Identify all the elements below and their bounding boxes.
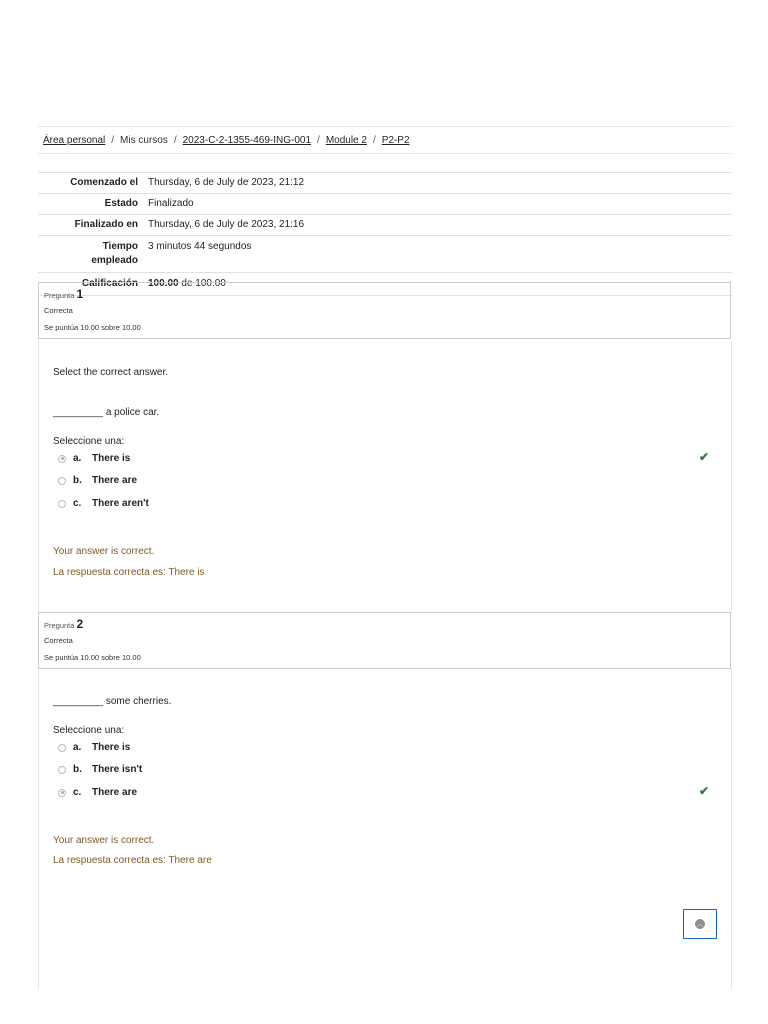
question-info-1 <box>38 282 731 339</box>
answer-option-b[interactable] <box>58 764 142 775</box>
feedback-text: Your answer is correct. <box>53 835 155 846</box>
summary-value: Finalizado <box>148 198 194 209</box>
question-state: Correcta <box>44 636 73 645</box>
answer-option-c[interactable] <box>58 787 137 798</box>
summary-label <box>38 236 148 273</box>
radio-button-checked[interactable] <box>58 455 66 463</box>
question-prefix: Pregunta <box>44 291 75 300</box>
summary-label: Comenzado el <box>70 177 138 188</box>
radio-button[interactable] <box>58 500 66 508</box>
option-text: There are <box>92 787 138 798</box>
option-text: There are <box>92 475 138 486</box>
select-label: Seleccione una: <box>53 725 125 736</box>
question-instruction: Select the correct answer. <box>53 367 169 378</box>
option-letter: c. <box>73 787 82 798</box>
option-text: There is <box>92 453 131 464</box>
breadcrumb-module[interactable]: Module 2 <box>325 134 367 146</box>
breadcrumb-separator: / <box>317 134 320 146</box>
select-label: Seleccione una: <box>53 436 125 447</box>
option-letter: a. <box>73 453 82 464</box>
question-prompt: _________ a police car. <box>53 407 160 418</box>
summary-row-state <box>38 194 732 215</box>
question-prompt: _________ some cherries. <box>53 696 172 707</box>
option-text: There is <box>92 742 131 753</box>
question-grade: Se puntúa 10.00 sobre 10.00 <box>44 323 141 332</box>
question-number-value: 1 <box>76 287 84 301</box>
scroll-to-top-button[interactable] <box>683 909 717 939</box>
option-text: There aren't <box>92 498 149 509</box>
radio-button-checked[interactable] <box>58 789 66 797</box>
breadcrumb-mis-cursos: Mis cursos <box>120 134 168 146</box>
check-icon: ✔ <box>699 784 710 798</box>
breadcrumb-separator: / <box>173 134 177 146</box>
summary-row-time <box>38 236 732 273</box>
question-number <box>44 617 725 631</box>
option-letter: b. <box>73 475 82 486</box>
grade-total: de 100.00 <box>178 278 226 289</box>
check-icon: ✔ <box>699 450 710 464</box>
chevron-up-icon: ︿ <box>696 920 704 928</box>
summary-value: 3 minutos 44 segundos <box>148 241 252 252</box>
breadcrumb-area-personal[interactable]: Área personal <box>43 134 106 146</box>
answer-option-a[interactable] <box>58 453 130 464</box>
breadcrumb-separator: / <box>372 134 376 146</box>
radio-button[interactable] <box>58 744 66 752</box>
breadcrumb-separator: / <box>111 134 115 146</box>
question-number <box>44 287 725 301</box>
summary-row-finished <box>38 215 732 236</box>
summary-value: Thursday, 6 de July de 2023, 21:12 <box>148 177 305 188</box>
question-info-2 <box>38 612 731 669</box>
question-content-2 <box>38 669 732 990</box>
summary-row-started <box>38 173 732 194</box>
option-letter: a. <box>73 742 82 753</box>
right-answer-text: La respuesta correcta es: There is <box>53 567 205 578</box>
option-text: There isn't <box>92 764 143 775</box>
grade-score: 100.00 <box>148 278 179 289</box>
option-letter: b. <box>73 764 82 775</box>
right-answer-text: La respuesta correcta es: There are <box>53 855 212 866</box>
summary-label: Estado <box>104 198 138 209</box>
question-grade: Se puntúa 10.00 sobre 10.00 <box>44 653 141 662</box>
summary-label: Calificación <box>81 278 138 289</box>
answer-option-b[interactable] <box>58 475 137 486</box>
summary-label: Finalizado en <box>74 219 138 230</box>
summary-label-line: Tiempo <box>102 241 138 252</box>
option-letter: c. <box>73 498 82 509</box>
question-prefix: Pregunta <box>44 621 75 630</box>
question-state: Correcta <box>44 306 73 315</box>
feedback-text: Your answer is correct. <box>53 546 155 557</box>
radio-button[interactable] <box>58 477 66 485</box>
breadcrumb-quiz[interactable]: P2-P2 <box>381 134 410 146</box>
answer-option-c[interactable] <box>58 498 149 509</box>
summary-label-line: empleado <box>91 255 138 266</box>
answer-option-a[interactable] <box>58 742 130 753</box>
summary-value: Thursday, 6 de July de 2023, 21:16 <box>148 219 305 230</box>
attempt-summary-table <box>38 172 732 296</box>
radio-button[interactable] <box>58 766 66 774</box>
question-content-1 <box>38 340 732 612</box>
breadcrumb-course[interactable]: 2023-C-2-1355-469-ING-001 <box>182 134 312 146</box>
question-number-value: 2 <box>76 617 84 631</box>
breadcrumb <box>38 126 732 154</box>
